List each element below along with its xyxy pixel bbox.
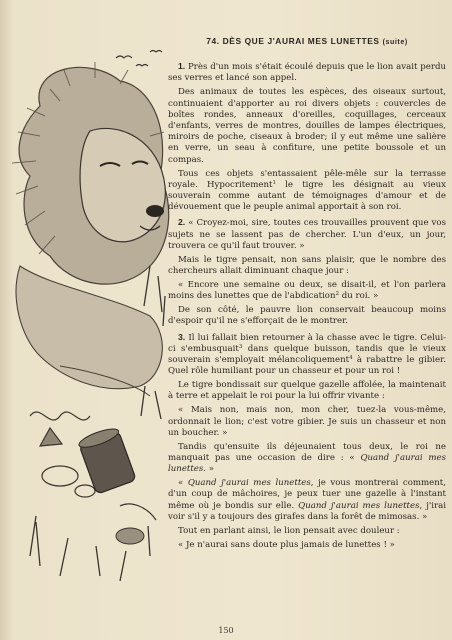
- paragraph: [168, 478, 446, 523]
- chapter-text: [168, 36, 446, 554]
- paragraph: [168, 169, 446, 214]
- paragraph-text: « Encore une semaine ou deux, se disait-il, et l'on parlera moins des lunettes que de l'abdication: [168, 280, 446, 302]
- paragraph-text: « Je n'aurai sans doute plus jamais de lunettes ! »: [178, 539, 395, 550]
- paragraph: [168, 332, 446, 378]
- paragraph: [168, 61, 446, 84]
- italic-quote: Quand j'aurai mes lunettes.: [168, 453, 447, 475]
- paragraph-text: Mais le tigre pensait, non sans plaisir, que le nombre des chercheurs allait diminuant chaque jour :: [168, 254, 446, 277]
- paragraph-text: «: [178, 478, 188, 489]
- paragraph-text: Il lui fallait bien retourner à la chasse avec le tigre. Celui-ci s'embusquait: [168, 332, 446, 354]
- paragraph-text: le tigre les désignait au vieux souverain comme autant de témoignages d'amour et de dévouement que le peuple animal apportait à son roi.: [168, 179, 446, 213]
- footnote-ref: 1: [272, 179, 276, 186]
- paragraph-text: De son côté, le pauvre lion conservait beaucoup moins d'espoir qu'il ne s'efforçait de le montrer.: [168, 305, 446, 327]
- italic-quote: Quand j'aurai mes lunettes: [187, 478, 311, 489]
- section-number: 2.: [178, 217, 186, 228]
- section-number: 3.: [178, 331, 186, 342]
- paragraph: [168, 526, 446, 537]
- paragraph: [168, 380, 446, 402]
- chapter-title-text: DÈS QUE J'AURAI MES LUNETTES: [222, 36, 380, 46]
- paragraph: [168, 540, 446, 551]
- footnote-ref: 2: [335, 291, 340, 298]
- paragraph-text: « Mais non, mais non, mon cher, tuez-la vous-même, ordonnait le lion; c'est votre gibier. Je suis un chasseur et non un boucher. »: [168, 405, 446, 438]
- paragraph-text: Des animaux de toutes les espèces, des oiseaux surtout, continuaient d'apporter au roi divers objets : couvercles de boîtes rondes, anneaux d'oreilles, coquillages, cerceaux d'enfants, verres de montres, douilles de lampes électriques, miroirs de poche, ciseaux à broder; il y eut même une salière en verre, un seau à confiture, une petite boussole et un compas.: [168, 87, 446, 165]
- paragraph: [168, 405, 446, 439]
- paragraph: [168, 217, 446, 252]
- paragraph: [168, 305, 446, 327]
- page-number: 150: [218, 626, 234, 635]
- chapter-number: 74.: [206, 36, 220, 46]
- paragraph-text: dans quelque buisson, tandis que le vieux souverain s'employait mélancoliquement: [168, 343, 446, 366]
- paragraph-text: Tous ces objets s'entassaient pêle-mêle sur la terrasse royale. Hypocritement: [168, 168, 446, 190]
- paragraph: [168, 280, 446, 302]
- section-number: 1.: [178, 61, 186, 72]
- chapter-title: [168, 36, 446, 48]
- paragraph-text: à rabattre le gibier. Quel rôle humiliant pour un chasseur et pour un roi !: [168, 355, 446, 377]
- paragraph-text: Tout en parlant ainsi, le lion pensait avec douleur :: [178, 525, 400, 536]
- paragraph: [168, 442, 446, 476]
- paragraph-text: Le tigre bondissait sur quelque gazelle affolée, la maintenait à terre et appelait le roi pour la lui offrir vivante :: [168, 380, 446, 402]
- paragraph-text: , j'irai voir s'il y a toujours des girafes dans la forêt de mimosas. »: [168, 500, 446, 522]
- paragraph: [168, 255, 446, 277]
- paragraph-text: du roi. »: [339, 291, 379, 302]
- footnote-ref: 4: [349, 355, 353, 362]
- paragraph-text: , je vous montrerai comment, d'un coup de mâchoires, je peux tuer une gazelle à l'instant même où je bondis sur elle.: [168, 478, 446, 511]
- lion-illustration: [0, 36, 186, 616]
- paragraph-text: Tandis qu'ensuite ils déjeunaient tous deux, le roi ne manquait pas une occasion de dire : «: [168, 441, 446, 464]
- paragraph-text: »: [206, 464, 215, 475]
- italic-quote: Quand j'aurai mes lunettes: [298, 500, 420, 511]
- paragraph-text: Près d'un mois s'était écoulé depuis que le lion avait perdu ses verres et lancé son appel.: [168, 62, 446, 84]
- chapter-suffix: (suite): [382, 39, 408, 46]
- paragraph-text: « Croyez-moi, sire, toutes ces trouvailles prouvent que vos sujets ne se lassent pas de chercher. L'un d'eux, un jour, trouvera ce qu'il faut trouver. »: [168, 218, 446, 251]
- paragraph: [168, 87, 446, 165]
- footnote-ref: 3: [238, 343, 243, 350]
